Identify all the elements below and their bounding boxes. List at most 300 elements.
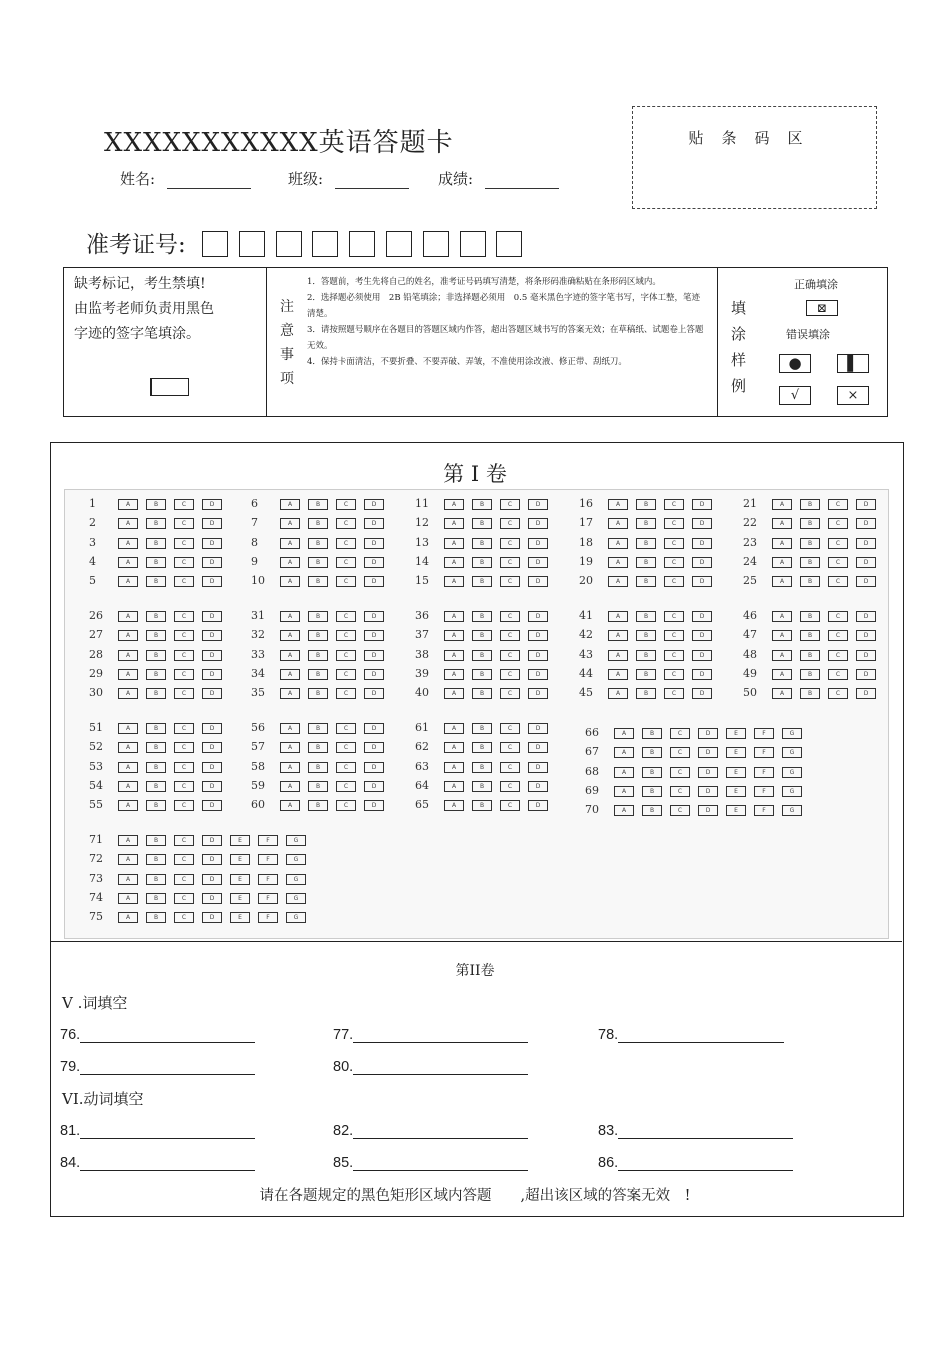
option-bubble-61-A[interactable]: A [444,723,464,734]
option-bubble-12-C[interactable]: C [500,518,520,529]
option-bubble-66-G[interactable]: G [782,728,802,739]
option-bubble-3-B[interactable]: B [146,538,166,549]
option-bubble-33-D[interactable]: D [364,650,384,661]
option-bubble-15-C[interactable]: C [500,576,520,587]
option-bubble-57-A[interactable]: A [280,742,300,753]
option-bubble-59-D[interactable]: D [364,781,384,792]
option-bubble-5-D[interactable]: D [202,576,222,587]
answer-82[interactable] [333,1123,528,1139]
option-bubble-26-C[interactable]: C [174,611,194,622]
option-bubble-6-B[interactable]: B [308,499,328,510]
option-bubble-46-D[interactable]: D [856,611,876,622]
option-bubble-21-C[interactable]: C [828,499,848,510]
option-bubble-67-G[interactable]: G [782,747,802,758]
option-bubble-5-C[interactable]: C [174,576,194,587]
option-bubble-46-B[interactable]: B [800,611,820,622]
option-bubble-30-D[interactable]: D [202,688,222,699]
option-bubble-31-B[interactable]: B [308,611,328,622]
exam-id-digit-box[interactable] [312,231,338,257]
option-bubble-72-A[interactable]: A [118,854,138,865]
option-bubble-1-A[interactable]: A [118,499,138,510]
option-bubble-15-D[interactable]: D [528,576,548,587]
option-bubble-7-B[interactable]: B [308,518,328,529]
option-bubble-47-D[interactable]: D [856,630,876,641]
option-bubble-42-D[interactable]: D [692,630,712,641]
option-bubble-10-D[interactable]: D [364,576,384,587]
option-bubble-55-B[interactable]: B [146,800,166,811]
option-bubble-16-B[interactable]: B [636,499,656,510]
option-bubble-52-C[interactable]: C [174,742,194,753]
option-bubble-51-C[interactable]: C [174,723,194,734]
option-bubble-70-A[interactable]: A [614,805,634,816]
option-bubble-7-C[interactable]: C [336,518,356,529]
option-bubble-9-B[interactable]: B [308,557,328,568]
option-bubble-47-A[interactable]: A [772,630,792,641]
option-bubble-54-A[interactable]: A [118,781,138,792]
option-bubble-49-D[interactable]: D [856,669,876,680]
option-bubble-71-E[interactable]: E [230,835,250,846]
option-bubble-32-B[interactable]: B [308,630,328,641]
option-bubble-24-D[interactable]: D [856,557,876,568]
option-bubble-14-B[interactable]: B [472,557,492,568]
option-bubble-41-A[interactable]: A [608,611,628,622]
option-bubble-9-A[interactable]: A [280,557,300,568]
option-bubble-36-C[interactable]: C [500,611,520,622]
option-bubble-37-B[interactable]: B [472,630,492,641]
option-bubble-71-F[interactable]: F [258,835,278,846]
option-bubble-74-G[interactable]: G [286,893,306,904]
option-bubble-60-B[interactable]: B [308,800,328,811]
option-bubble-46-C[interactable]: C [828,611,848,622]
option-bubble-3-C[interactable]: C [174,538,194,549]
option-bubble-23-B[interactable]: B [800,538,820,549]
option-bubble-73-C[interactable]: C [174,874,194,885]
option-bubble-46-A[interactable]: A [772,611,792,622]
option-bubble-3-D[interactable]: D [202,538,222,549]
option-bubble-33-B[interactable]: B [308,650,328,661]
option-bubble-72-E[interactable]: E [230,854,250,865]
option-bubble-20-A[interactable]: A [608,576,628,587]
option-bubble-70-C[interactable]: C [670,805,690,816]
option-bubble-30-A[interactable]: A [118,688,138,699]
option-bubble-49-A[interactable]: A [772,669,792,680]
option-bubble-6-A[interactable]: A [280,499,300,510]
option-bubble-34-C[interactable]: C [336,669,356,680]
option-bubble-61-B[interactable]: B [472,723,492,734]
option-bubble-8-A[interactable]: A [280,538,300,549]
option-bubble-50-A[interactable]: A [772,688,792,699]
option-bubble-60-C[interactable]: C [336,800,356,811]
option-bubble-33-C[interactable]: C [336,650,356,661]
exam-id-digit-box[interactable] [349,231,375,257]
option-bubble-39-B[interactable]: B [472,669,492,680]
option-bubble-5-B[interactable]: B [146,576,166,587]
option-bubble-42-C[interactable]: C [664,630,684,641]
option-bubble-48-B[interactable]: B [800,650,820,661]
exam-id-digit-box[interactable] [496,231,522,257]
option-bubble-6-C[interactable]: C [336,499,356,510]
option-bubble-64-A[interactable]: A [444,781,464,792]
option-bubble-75-D[interactable]: D [202,912,222,923]
option-bubble-57-C[interactable]: C [336,742,356,753]
option-bubble-1-D[interactable]: D [202,499,222,510]
option-bubble-69-E[interactable]: E [726,786,746,797]
option-bubble-54-D[interactable]: D [202,781,222,792]
option-bubble-53-D[interactable]: D [202,762,222,773]
option-bubble-63-A[interactable]: A [444,762,464,773]
option-bubble-53-C[interactable]: C [174,762,194,773]
option-bubble-6-D[interactable]: D [364,499,384,510]
option-bubble-2-B[interactable]: B [146,518,166,529]
option-bubble-1-B[interactable]: B [146,499,166,510]
option-bubble-42-B[interactable]: B [636,630,656,641]
option-bubble-25-A[interactable]: A [772,576,792,587]
option-bubble-66-F[interactable]: F [754,728,774,739]
option-bubble-32-A[interactable]: A [280,630,300,641]
option-bubble-48-D[interactable]: D [856,650,876,661]
option-bubble-48-A[interactable]: A [772,650,792,661]
option-bubble-52-B[interactable]: B [146,742,166,753]
option-bubble-45-C[interactable]: C [664,688,684,699]
option-bubble-69-G[interactable]: G [782,786,802,797]
option-bubble-26-D[interactable]: D [202,611,222,622]
option-bubble-60-A[interactable]: A [280,800,300,811]
option-bubble-22-C[interactable]: C [828,518,848,529]
option-bubble-7-A[interactable]: A [280,518,300,529]
option-bubble-43-A[interactable]: A [608,650,628,661]
option-bubble-38-C[interactable]: C [500,650,520,661]
option-bubble-74-F[interactable]: F [258,893,278,904]
exam-id-digit-box[interactable] [276,231,302,257]
option-bubble-43-D[interactable]: D [692,650,712,661]
option-bubble-17-C[interactable]: C [664,518,684,529]
option-bubble-56-C[interactable]: C [336,723,356,734]
option-bubble-52-D[interactable]: D [202,742,222,753]
option-bubble-36-B[interactable]: B [472,611,492,622]
option-bubble-54-C[interactable]: C [174,781,194,792]
option-bubble-40-D[interactable]: D [528,688,548,699]
option-bubble-8-C[interactable]: C [336,538,356,549]
option-bubble-19-D[interactable]: D [692,557,712,568]
option-bubble-40-B[interactable]: B [472,688,492,699]
option-bubble-34-A[interactable]: A [280,669,300,680]
absent-mark-box[interactable] [150,378,189,396]
option-bubble-44-A[interactable]: A [608,669,628,680]
option-bubble-66-C[interactable]: C [670,728,690,739]
option-bubble-55-A[interactable]: A [118,800,138,811]
option-bubble-68-G[interactable]: G [782,767,802,778]
option-bubble-9-C[interactable]: C [336,557,356,568]
option-bubble-68-E[interactable]: E [726,767,746,778]
option-bubble-16-A[interactable]: A [608,499,628,510]
option-bubble-13-A[interactable]: A [444,538,464,549]
option-bubble-62-B[interactable]: B [472,742,492,753]
option-bubble-35-C[interactable]: C [336,688,356,699]
option-bubble-67-D[interactable]: D [698,747,718,758]
option-bubble-40-C[interactable]: C [500,688,520,699]
option-bubble-72-D[interactable]: D [202,854,222,865]
option-bubble-13-C[interactable]: C [500,538,520,549]
option-bubble-14-C[interactable]: C [500,557,520,568]
option-bubble-15-A[interactable]: A [444,576,464,587]
option-bubble-69-D[interactable]: D [698,786,718,797]
option-bubble-69-F[interactable]: F [754,786,774,797]
option-bubble-56-D[interactable]: D [364,723,384,734]
option-bubble-2-D[interactable]: D [202,518,222,529]
option-bubble-9-D[interactable]: D [364,557,384,568]
option-bubble-44-D[interactable]: D [692,669,712,680]
option-bubble-12-B[interactable]: B [472,518,492,529]
name-field[interactable] [120,168,251,189]
option-bubble-74-B[interactable]: B [146,893,166,904]
option-bubble-66-B[interactable]: B [642,728,662,739]
exam-id-digit-box[interactable] [202,231,228,257]
option-bubble-44-B[interactable]: B [636,669,656,680]
option-bubble-70-B[interactable]: B [642,805,662,816]
option-bubble-68-B[interactable]: B [642,767,662,778]
option-bubble-63-C[interactable]: C [500,762,520,773]
option-bubble-15-B[interactable]: B [472,576,492,587]
option-bubble-25-B[interactable]: B [800,576,820,587]
option-bubble-18-D[interactable]: D [692,538,712,549]
option-bubble-71-C[interactable]: C [174,835,194,846]
option-bubble-72-B[interactable]: B [146,854,166,865]
option-bubble-10-C[interactable]: C [336,576,356,587]
option-bubble-37-A[interactable]: A [444,630,464,641]
answer-79[interactable] [60,1059,255,1075]
option-bubble-17-A[interactable]: A [608,518,628,529]
option-bubble-64-C[interactable]: C [500,781,520,792]
option-bubble-2-C[interactable]: C [174,518,194,529]
option-bubble-70-F[interactable]: F [754,805,774,816]
option-bubble-43-B[interactable]: B [636,650,656,661]
option-bubble-45-A[interactable]: A [608,688,628,699]
option-bubble-18-B[interactable]: B [636,538,656,549]
option-bubble-58-C[interactable]: C [336,762,356,773]
option-bubble-29-C[interactable]: C [174,669,194,680]
answer-76[interactable] [60,1027,255,1043]
option-bubble-11-C[interactable]: C [500,499,520,510]
option-bubble-74-E[interactable]: E [230,893,250,904]
option-bubble-25-C[interactable]: C [828,576,848,587]
option-bubble-8-D[interactable]: D [364,538,384,549]
option-bubble-31-A[interactable]: A [280,611,300,622]
option-bubble-60-D[interactable]: D [364,800,384,811]
option-bubble-24-C[interactable]: C [828,557,848,568]
option-bubble-67-E[interactable]: E [726,747,746,758]
option-bubble-35-D[interactable]: D [364,688,384,699]
option-bubble-29-D[interactable]: D [202,669,222,680]
option-bubble-18-A[interactable]: A [608,538,628,549]
option-bubble-12-A[interactable]: A [444,518,464,529]
option-bubble-66-D[interactable]: D [698,728,718,739]
option-bubble-69-C[interactable]: C [670,786,690,797]
option-bubble-42-A[interactable]: A [608,630,628,641]
option-bubble-21-A[interactable]: A [772,499,792,510]
option-bubble-13-B[interactable]: B [472,538,492,549]
answer-83[interactable] [598,1123,793,1139]
option-bubble-21-D[interactable]: D [856,499,876,510]
option-bubble-67-F[interactable]: F [754,747,774,758]
option-bubble-23-A[interactable]: A [772,538,792,549]
option-bubble-71-G[interactable]: G [286,835,306,846]
answer-85[interactable] [333,1155,528,1171]
answer-81[interactable] [60,1123,255,1139]
option-bubble-28-C[interactable]: C [174,650,194,661]
option-bubble-59-B[interactable]: B [308,781,328,792]
option-bubble-47-B[interactable]: B [800,630,820,641]
option-bubble-68-C[interactable]: C [670,767,690,778]
answer-86[interactable] [598,1155,793,1171]
option-bubble-32-C[interactable]: C [336,630,356,641]
option-bubble-71-A[interactable]: A [118,835,138,846]
option-bubble-75-G[interactable]: G [286,912,306,923]
option-bubble-73-F[interactable]: F [258,874,278,885]
option-bubble-24-B[interactable]: B [800,557,820,568]
option-bubble-41-D[interactable]: D [692,611,712,622]
option-bubble-37-D[interactable]: D [528,630,548,641]
option-bubble-72-F[interactable]: F [258,854,278,865]
option-bubble-53-A[interactable]: A [118,762,138,773]
option-bubble-47-C[interactable]: C [828,630,848,641]
option-bubble-65-B[interactable]: B [472,800,492,811]
option-bubble-49-C[interactable]: C [828,669,848,680]
option-bubble-75-B[interactable]: B [146,912,166,923]
option-bubble-5-A[interactable]: A [118,576,138,587]
option-bubble-58-A[interactable]: A [280,762,300,773]
score-field[interactable] [438,168,559,189]
option-bubble-67-B[interactable]: B [642,747,662,758]
option-bubble-59-C[interactable]: C [336,781,356,792]
option-bubble-37-C[interactable]: C [500,630,520,641]
option-bubble-56-A[interactable]: A [280,723,300,734]
option-bubble-62-A[interactable]: A [444,742,464,753]
option-bubble-13-D[interactable]: D [528,538,548,549]
option-bubble-65-C[interactable]: C [500,800,520,811]
option-bubble-27-B[interactable]: B [146,630,166,641]
option-bubble-75-A[interactable]: A [118,912,138,923]
option-bubble-28-B[interactable]: B [146,650,166,661]
exam-id-digit-box[interactable] [460,231,486,257]
answer-77[interactable] [333,1027,528,1043]
answer-78[interactable] [598,1027,784,1043]
option-bubble-45-D[interactable]: D [692,688,712,699]
option-bubble-62-C[interactable]: C [500,742,520,753]
option-bubble-20-C[interactable]: C [664,576,684,587]
option-bubble-31-D[interactable]: D [364,611,384,622]
option-bubble-29-B[interactable]: B [146,669,166,680]
option-bubble-58-D[interactable]: D [364,762,384,773]
option-bubble-73-G[interactable]: G [286,874,306,885]
option-bubble-4-B[interactable]: B [146,557,166,568]
option-bubble-72-C[interactable]: C [174,854,194,865]
option-bubble-17-D[interactable]: D [692,518,712,529]
option-bubble-26-A[interactable]: A [118,611,138,622]
option-bubble-19-B[interactable]: B [636,557,656,568]
option-bubble-51-D[interactable]: D [202,723,222,734]
option-bubble-68-D[interactable]: D [698,767,718,778]
option-bubble-1-C[interactable]: C [174,499,194,510]
option-bubble-70-D[interactable]: D [698,805,718,816]
option-bubble-14-D[interactable]: D [528,557,548,568]
option-bubble-27-A[interactable]: A [118,630,138,641]
option-bubble-23-D[interactable]: D [856,538,876,549]
option-bubble-50-D[interactable]: D [856,688,876,699]
option-bubble-11-B[interactable]: B [472,499,492,510]
option-bubble-75-C[interactable]: C [174,912,194,923]
option-bubble-52-A[interactable]: A [118,742,138,753]
option-bubble-16-C[interactable]: C [664,499,684,510]
option-bubble-62-D[interactable]: D [528,742,548,753]
option-bubble-69-B[interactable]: B [642,786,662,797]
option-bubble-38-B[interactable]: B [472,650,492,661]
option-bubble-17-B[interactable]: B [636,518,656,529]
class-field[interactable] [288,168,409,189]
exam-id-digit-box[interactable] [386,231,412,257]
option-bubble-21-B[interactable]: B [800,499,820,510]
option-bubble-74-D[interactable]: D [202,893,222,904]
option-bubble-41-C[interactable]: C [664,611,684,622]
exam-id-digit-box[interactable] [423,231,449,257]
option-bubble-51-B[interactable]: B [146,723,166,734]
option-bubble-57-D[interactable]: D [364,742,384,753]
exam-id-digit-box[interactable] [239,231,265,257]
option-bubble-58-B[interactable]: B [308,762,328,773]
option-bubble-31-C[interactable]: C [336,611,356,622]
option-bubble-70-G[interactable]: G [782,805,802,816]
option-bubble-55-C[interactable]: C [174,800,194,811]
option-bubble-66-A[interactable]: A [614,728,634,739]
option-bubble-70-E[interactable]: E [726,805,746,816]
option-bubble-57-B[interactable]: B [308,742,328,753]
option-bubble-10-A[interactable]: A [280,576,300,587]
option-bubble-3-A[interactable]: A [118,538,138,549]
option-bubble-4-D[interactable]: D [202,557,222,568]
option-bubble-45-B[interactable]: B [636,688,656,699]
option-bubble-38-D[interactable]: D [528,650,548,661]
option-bubble-39-D[interactable]: D [528,669,548,680]
option-bubble-22-B[interactable]: B [800,518,820,529]
option-bubble-36-D[interactable]: D [528,611,548,622]
option-bubble-35-B[interactable]: B [308,688,328,699]
option-bubble-30-B[interactable]: B [146,688,166,699]
option-bubble-26-B[interactable]: B [146,611,166,622]
option-bubble-39-C[interactable]: C [500,669,520,680]
option-bubble-63-D[interactable]: D [528,762,548,773]
option-bubble-22-D[interactable]: D [856,518,876,529]
option-bubble-73-E[interactable]: E [230,874,250,885]
option-bubble-39-A[interactable]: A [444,669,464,680]
option-bubble-43-C[interactable]: C [664,650,684,661]
option-bubble-34-B[interactable]: B [308,669,328,680]
option-bubble-66-E[interactable]: E [726,728,746,739]
option-bubble-20-B[interactable]: B [636,576,656,587]
option-bubble-68-F[interactable]: F [754,767,774,778]
option-bubble-12-D[interactable]: D [528,518,548,529]
option-bubble-50-B[interactable]: B [800,688,820,699]
option-bubble-36-A[interactable]: A [444,611,464,622]
option-bubble-49-B[interactable]: B [800,669,820,680]
option-bubble-72-G[interactable]: G [286,854,306,865]
option-bubble-56-B[interactable]: B [308,723,328,734]
option-bubble-38-A[interactable]: A [444,650,464,661]
option-bubble-41-B[interactable]: B [636,611,656,622]
option-bubble-50-C[interactable]: C [828,688,848,699]
option-bubble-54-B[interactable]: B [146,781,166,792]
option-bubble-73-A[interactable]: A [118,874,138,885]
option-bubble-32-D[interactable]: D [364,630,384,641]
option-bubble-64-B[interactable]: B [472,781,492,792]
